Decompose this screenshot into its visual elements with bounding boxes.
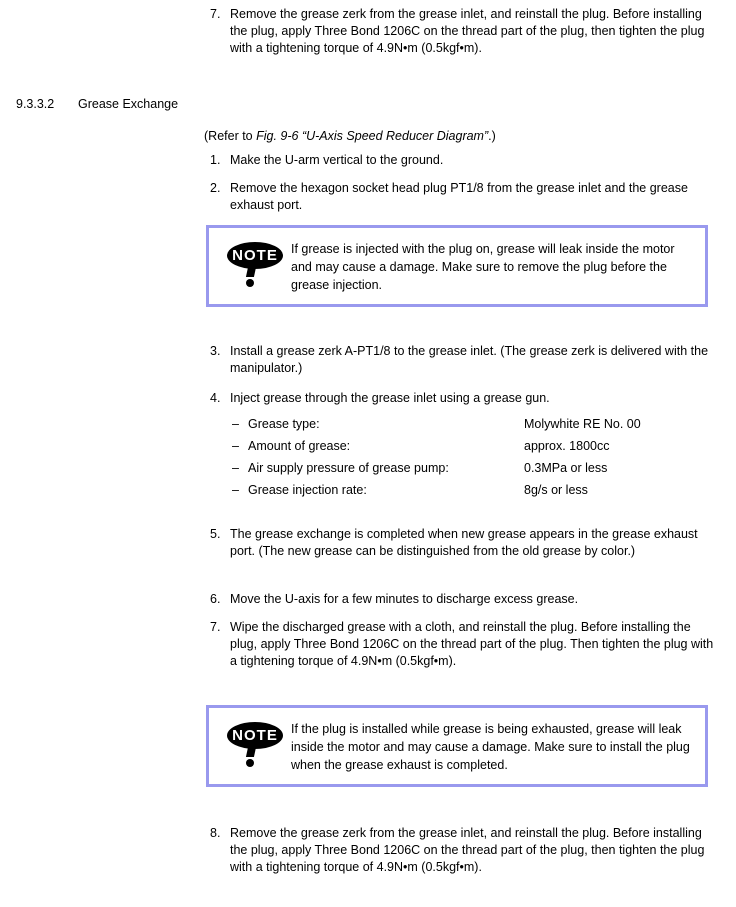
list-item-number: 5. bbox=[210, 527, 221, 541]
spec-dash: – bbox=[232, 417, 239, 431]
note-balloon-dot-icon bbox=[246, 279, 254, 287]
list-item-number: 3. bbox=[210, 344, 221, 358]
list-item bbox=[204, 591, 714, 608]
spec-value: 0.3MPa or less bbox=[524, 460, 608, 475]
spec-label-wrap bbox=[232, 460, 524, 477]
note-badge-label: NOTE bbox=[227, 242, 283, 269]
section-number: 9.3.3.2 bbox=[16, 97, 55, 111]
list-item bbox=[204, 526, 714, 560]
refer-line bbox=[204, 128, 714, 145]
list-item-text: Install a grease zerk A-PT1/8 to the grease inlet. (The grease zerk is delivered with the manipulator.) bbox=[230, 344, 709, 375]
list-item bbox=[204, 343, 714, 377]
list-item-number: 6. bbox=[210, 592, 221, 606]
refer-suffix: .) bbox=[488, 129, 496, 143]
list-item-number: 7. bbox=[210, 620, 221, 634]
spec-row bbox=[232, 416, 722, 433]
refer-prefix: (Refer to bbox=[204, 129, 257, 143]
list-item bbox=[204, 180, 714, 214]
section-heading bbox=[16, 96, 436, 113]
spec-label-wrap bbox=[232, 438, 524, 455]
spec-dash: – bbox=[232, 482, 239, 497]
list-item-number: 8. bbox=[210, 826, 221, 840]
note-text: If grease is injected with the plug on, grease will leak inside the motor and may cause a damage. Make sure to remove the plug before the grease injection. bbox=[291, 242, 675, 293]
note-badge-label: NOTE bbox=[227, 722, 283, 749]
list-item-text: Remove the grease zerk from the grease inlet, and reinstall the plug. Before installing the plug, apply Three Bond 1206C on the thread part of the plug, then tighten the plug with a tightening torque of 4.9N•m (0.5kgf•m). bbox=[230, 826, 705, 874]
spec-value: approx. 1800cc bbox=[524, 438, 610, 453]
note-text: If the plug is installed while grease is being exhausted, grease will leak inside the motor and may cause a damage. Make sure to install the plug when the grease exhaust is completed. bbox=[291, 722, 690, 773]
spec-list bbox=[232, 416, 722, 504]
note-balloon-dot-icon bbox=[246, 759, 254, 767]
spec-dash: – bbox=[232, 438, 239, 453]
list-item bbox=[204, 6, 714, 57]
list-item-text: Move the U-axis for a few minutes to discharge excess grease. bbox=[230, 592, 579, 606]
spec-label: Grease injection rate: bbox=[248, 482, 367, 497]
note-icon bbox=[219, 238, 291, 288]
list-item-text: Make the U-arm vertical to the ground. bbox=[230, 153, 444, 167]
note-icon bbox=[219, 718, 291, 768]
list-item-number: 7. bbox=[210, 7, 221, 21]
spec-value: Molywhite RE No. 00 bbox=[524, 417, 641, 431]
spec-row bbox=[232, 438, 722, 455]
spec-row bbox=[232, 482, 722, 499]
list-item bbox=[204, 390, 714, 407]
spec-label-wrap bbox=[232, 482, 524, 499]
spec-row bbox=[232, 460, 722, 477]
list-item-number: 4. bbox=[210, 391, 221, 405]
section-title: Grease Exchange bbox=[78, 97, 179, 111]
list-item-number: 1. bbox=[210, 153, 221, 167]
spec-label: Air supply pressure of grease pump: bbox=[248, 460, 449, 475]
spec-dash: – bbox=[232, 460, 239, 475]
list-item bbox=[204, 825, 714, 876]
spec-label: Amount of grease: bbox=[248, 438, 351, 453]
refer-figure-reference: Fig. 9-6 “U-Axis Speed Reducer Diagram” bbox=[256, 129, 489, 143]
spec-label: Grease type: bbox=[248, 417, 320, 431]
list-item-number: 2. bbox=[210, 181, 221, 195]
spec-label-wrap bbox=[232, 416, 524, 433]
note-box bbox=[206, 705, 708, 787]
note-box bbox=[206, 225, 708, 307]
list-item-text: Wipe the discharged grease with a cloth, and reinstall the plug. Before installing the plug, apply Three Bond 1206C on the thread part of the plug. Then tighten the plug with a tightening torque of 4.9N•m (0.5kgf•m). bbox=[230, 620, 714, 668]
list-item bbox=[204, 619, 714, 670]
list-item-text: The grease exchange is completed when new grease appears in the grease exhaust port. (The new grease can be distinguished from the old grease by color.) bbox=[230, 527, 698, 558]
list-item-text: Remove the grease zerk from the grease inlet, and reinstall the plug. Before installing the plug, apply Three Bond 1206C on the thread part of the plug, then tighten the plug with a tightening torque of 4.9N•m (0.5kgf•m). bbox=[230, 7, 705, 55]
spec-value: 8g/s or less bbox=[524, 482, 588, 497]
list-item bbox=[204, 152, 714, 169]
list-item-text: Remove the hexagon socket head plug PT1/8 from the grease inlet and the grease exhaust port. bbox=[230, 181, 688, 212]
list-item-text: Inject grease through the grease inlet using a grease gun. bbox=[230, 391, 550, 405]
